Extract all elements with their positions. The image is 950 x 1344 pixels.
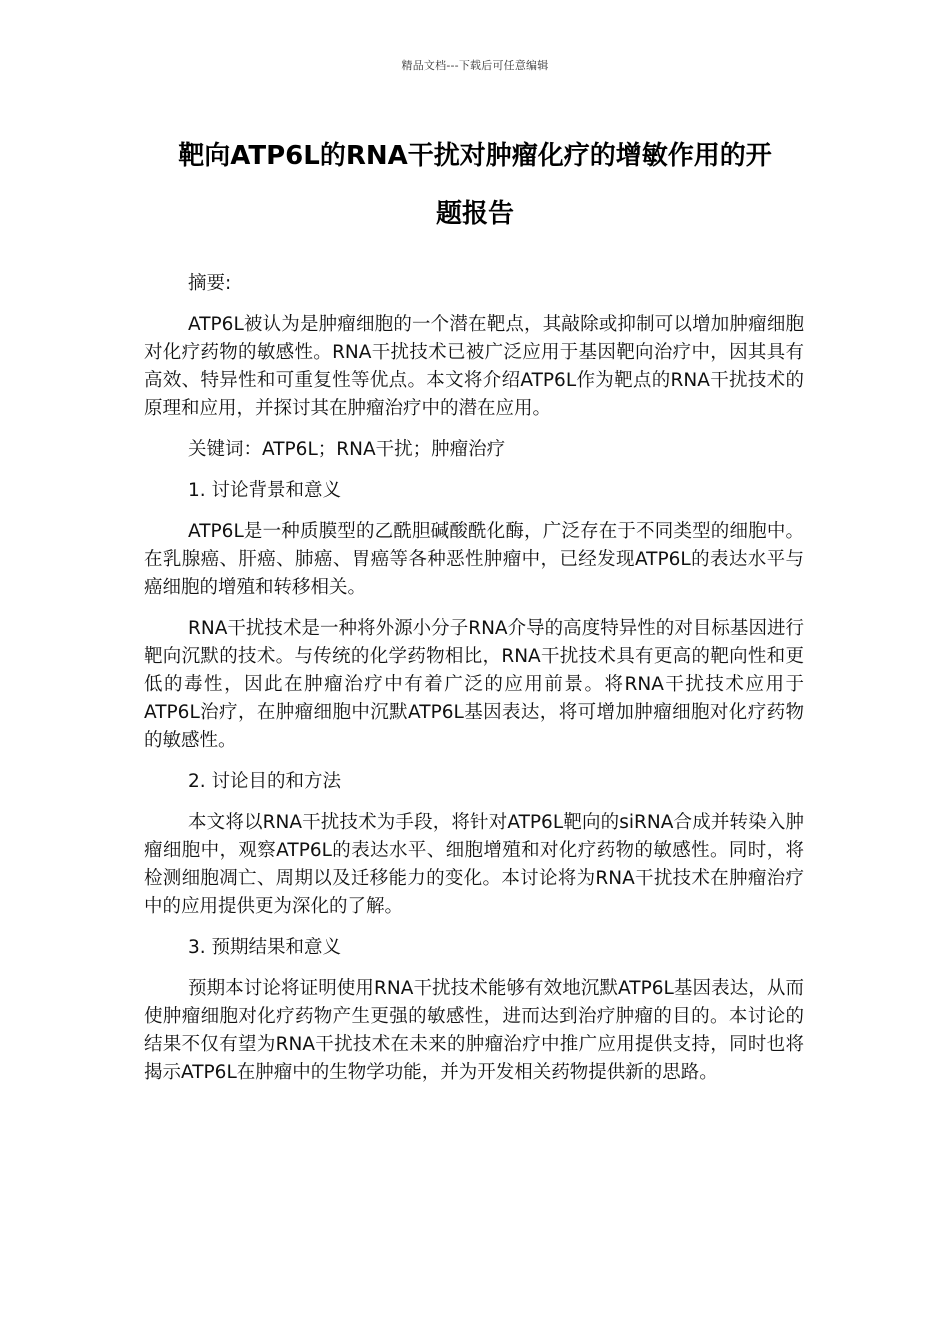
- section-2-title: 2. 讨论目的和方法: [188, 771, 342, 792]
- abstract-paragraph: ATP6L被认为是肿瘤细胞的一个潜在靶点，其敲除或抑制可以增加肿瘤细胞对化疗药物的敏感性。RNA干扰技术已被广泛应用于基因靶向治疗中，因其具有高效、特异性和可重复性等优点。本文将介绍ATP6L作为靶点的RNA干扰技术的原理和应用，并探讨其在肿瘤治疗中的潜在应用。: [144, 314, 804, 419]
- title-line-1: 靶向ATP6L的RNA干扰对肿瘤化疗的增敏作用的开: [178, 141, 772, 171]
- section-3-paragraph-1: 预期本讨论将证明使用RNA干扰技术能够有效地沉默ATP6L基因表达，从而使肿瘤细胞对化疗药物产生更强的敏感性，进而达到治疗肿瘤的目的。本讨论的结果不仅有望为RNA干扰技术在未来的肿瘤治疗中推广应用提供支持，同时也将揭示ATP6L在肿瘤中的生物学功能，并为开发相关药物提供新的思路。: [144, 978, 804, 1083]
- document-body: [144, 270, 804, 1100]
- section-1-title: 1. 讨论背景和意义: [188, 480, 342, 501]
- title-line-2: 题报告: [435, 199, 514, 229]
- section-1-paragraph-2: RNA干扰技术是一种将外源小分子RNA介导的高度特异性的对目标基因进行靶向沉默的技术。与传统的化学药物相比，RNA干扰技术具有更高的靶向性和更低的毒性，因此在肿瘤治疗中有着广泛的应用前景。将RNA干扰技术应用于ATP6L治疗，在肿瘤细胞中沉默ATP6L基因表达，将可增加肿瘤细胞对化疗药物的敏感性。: [144, 618, 804, 751]
- section-2-paragraph-1: 本文将以RNA干扰技术为手段，将针对ATP6L靶向的siRNA合成并转染入肿瘤细胞中，观察ATP6L的表达水平、细胞增殖和对化疗药物的敏感性。同时，将检测细胞凋亡、周期以及迁移能力的变化。本讨论将为RNA干扰技术在肿瘤治疗中的应用提供更为深化的了解。: [144, 812, 804, 917]
- abstract-label: 摘要:: [188, 273, 232, 294]
- header-note: 精品文档---下载后可任意编辑: [401, 59, 549, 72]
- section-3-title: 3. 预期结果和意义: [188, 937, 342, 958]
- section-1-paragraph-1: ATP6L是一种质膜型的乙酰胆碱酸酰化酶，广泛存在于不同类型的细胞中。在乳腺癌、肝癌、肺癌、胃癌等各种恶性肿瘤中，已经发现ATP6L的表达水平与癌细胞的增殖和转移相关。: [144, 521, 804, 598]
- document-title: [130, 127, 820, 243]
- keywords: 关键词：ATP6L；RNA干扰；肿瘤治疗: [188, 439, 506, 460]
